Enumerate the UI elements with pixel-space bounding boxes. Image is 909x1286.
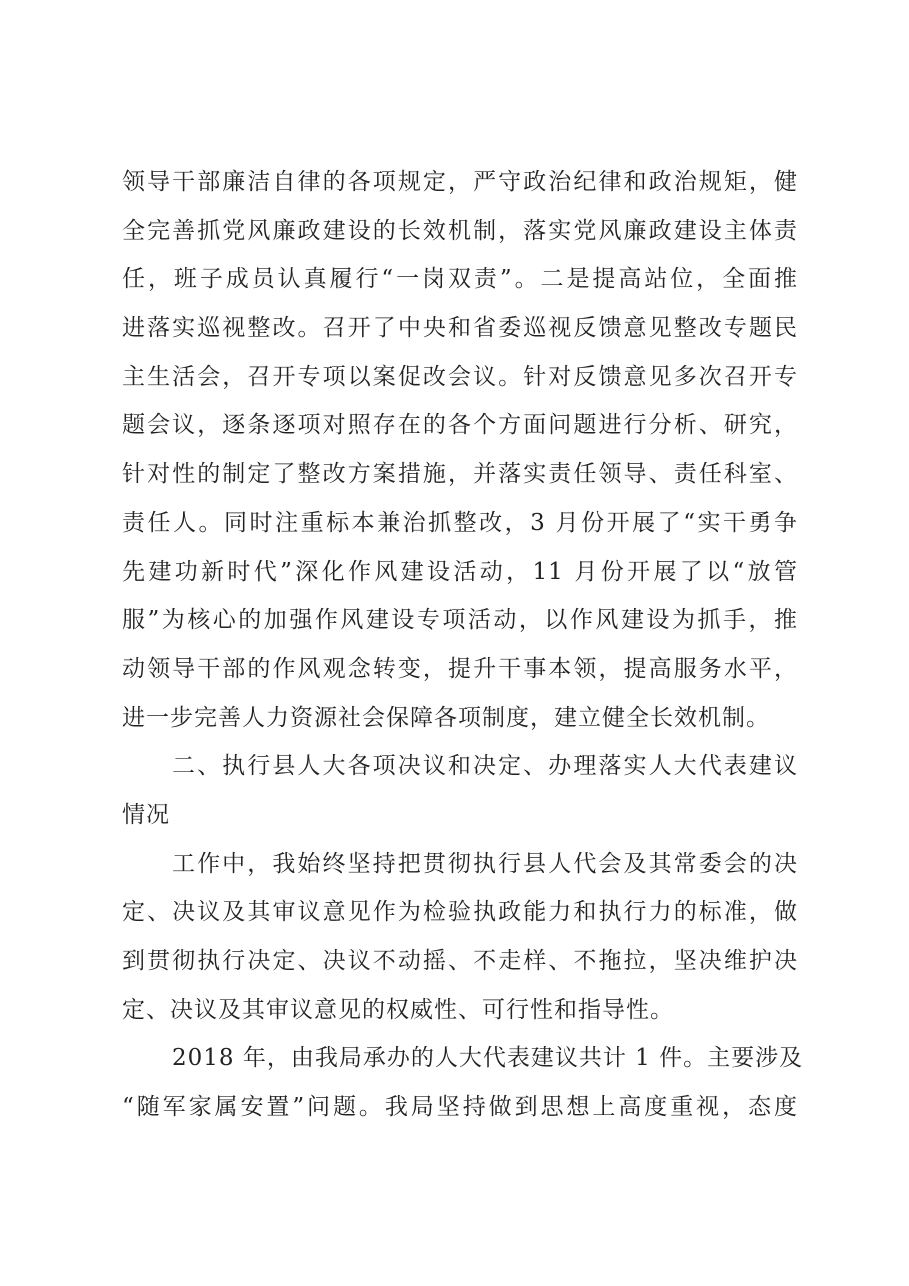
text-line: 领导干部廉洁自律的各项规定，严守政治纪律和政治规矩，健 [122,169,798,195]
text-line: 针对性的制定了整改方案措施，并落实责任领导、责任科室、 [122,461,798,488]
text-line: 到贯彻执行决定、决议不动摇、不走样、不拖拉，坚决维护决 [122,948,798,974]
text-line: 进落实巡视整改。召开了中央和省委巡视反馈意见整改专题民 [122,315,798,342]
text-line: 题会议，逐条逐项对照存在的各个方面问题进行分析、研究， [122,412,798,439]
document-body [122,158,804,1132]
text-line: 定、决议及其审议意见作为检验执政能力和执行力的标准，做 [122,899,798,926]
section-heading-line: 二、执行县人大各项决议和决定、办理落实人大代表建议 [172,753,798,780]
text-line: 定、决议及其审议意见的权威性、可行性和指导性。 [122,996,674,1023]
text-line: 2018 年，由我局承办的人大代表建议共计 1 件。主要涉及 [172,1045,804,1072]
text-line: 主生活会，召开专项以案促改会议。针对反馈意见多次召开专 [122,363,798,390]
text-line: 动领导干部的作风观念转变，提升干事本领，提高服务水平， [122,655,798,682]
text-line: 服”为核心的加强作风建设专项活动，以作风建设为抓手，推 [122,607,798,634]
text-line: 责任人。同时注重标本兼治抓整改，3 月份开展了“实干勇争 [122,509,798,536]
text-line: 全完善抓党风廉政建设的长效机制，落实党风廉政建设主体责 [122,217,798,244]
text-line: “随军家属安置”问题。我局坚持做到思想上高度重视，态度 [122,1094,798,1121]
text-line: 进一步完善人力资源社会保障各项制度，建立健全长效机制。 [122,704,770,731]
text-line: 先建功新时代”深化作风建设活动，11 月份开展了以“放管 [122,558,798,585]
text-line: 任，班子成员认真履行“一岗双责”。二是提高站位，全面推 [122,266,798,293]
text-line: 工作中，我始终坚持把贯彻执行县人代会及其常委会的决 [172,850,798,877]
section-heading-line: 情况 [122,801,170,828]
